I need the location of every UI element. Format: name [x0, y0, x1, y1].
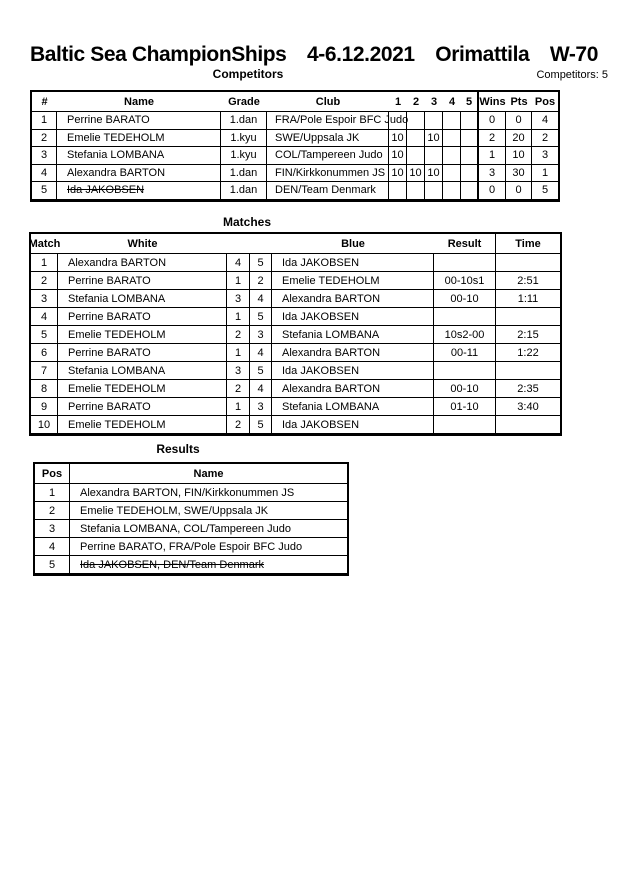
result-name: Ida JAKOBSEN, DEN/Team Denmark — [70, 556, 347, 574]
competitor-pts: 20 — [506, 130, 532, 148]
col-header-name: Name — [57, 92, 221, 112]
competitor-rank: 4 — [32, 165, 57, 183]
match-time: 3:40 — [496, 398, 560, 416]
result-name: Stefania LOMBANA, COL/Tampereen Judo — [70, 520, 347, 538]
blue-player-number: 4 — [250, 344, 272, 362]
title-category: W-70 — [549, 43, 598, 66]
score-round-1: 10 — [389, 130, 407, 148]
competitors-section-title: Competitors — [212, 67, 284, 81]
score-round-3 — [425, 147, 443, 165]
white-player: Alexandra BARTON — [58, 254, 227, 272]
blue-player: Ida JAKOBSEN — [272, 308, 434, 326]
score-round-3: 10 — [425, 165, 443, 183]
match-time — [496, 308, 560, 326]
match-result: 01-10 — [434, 398, 496, 416]
white-player-number: 1 — [227, 398, 250, 416]
results-section-title: Results — [156, 442, 200, 456]
blue-player: Stefania LOMBANA — [272, 326, 434, 344]
competitor-wins: 0 — [479, 112, 506, 130]
result-pos: 5 — [35, 556, 70, 574]
match-result: 00-11 — [434, 344, 496, 362]
competitor-grade: 1.dan — [221, 112, 267, 130]
match-number: 6 — [31, 344, 58, 362]
blue-player-number: 5 — [250, 362, 272, 380]
competitor-rank: 3 — [32, 147, 57, 165]
col-header-1: 1 — [389, 92, 407, 112]
blue-player-number: 2 — [250, 272, 272, 290]
result-pos: 2 — [35, 502, 70, 520]
white-player-number: 1 — [227, 272, 250, 290]
matches-section-title: Matches — [222, 215, 272, 229]
competitor-name: Stefania LOMBANA — [57, 147, 221, 165]
col-header-4: 4 — [443, 92, 461, 112]
results-table — [33, 462, 349, 576]
match-number: 3 — [31, 290, 58, 308]
competitor-pts: 30 — [506, 165, 532, 183]
score-round-1: 10 — [389, 165, 407, 183]
white-player: Perrine BARATO — [58, 308, 227, 326]
match-result: 00-10 — [434, 290, 496, 308]
match-number: 8 — [31, 380, 58, 398]
blue-player: Emelie TEDEHOLM — [272, 272, 434, 290]
col-header-rank: # — [32, 92, 57, 112]
score-round-2 — [407, 147, 425, 165]
blue-player: Ida JAKOBSEN — [272, 254, 434, 272]
blue-player-number: 3 — [250, 398, 272, 416]
score-round-5 — [461, 130, 479, 148]
score-round-4 — [443, 147, 461, 165]
white-player: Perrine BARATO — [58, 344, 227, 362]
col-header-club: Club — [267, 92, 389, 112]
score-round-5 — [461, 147, 479, 165]
match-result — [434, 362, 496, 380]
competitor-wins: 1 — [479, 147, 506, 165]
score-round-4 — [443, 130, 461, 148]
col-header-pts: Pts — [506, 92, 532, 112]
result-pos: 1 — [35, 484, 70, 502]
blue-player-number: 4 — [250, 290, 272, 308]
result-name: Perrine BARATO, FRA/Pole Espoir BFC Judo — [70, 538, 347, 556]
result-pos: 3 — [35, 520, 70, 538]
white-player: Perrine BARATO — [58, 398, 227, 416]
title-date: 4-6.12.2021 — [307, 43, 415, 66]
col-header-white-num — [227, 234, 250, 254]
match-result — [434, 254, 496, 272]
score-round-3 — [425, 112, 443, 130]
competitor-pts: 0 — [506, 112, 532, 130]
competitor-pos: 4 — [532, 112, 558, 130]
competitor-grade: 1.dan — [221, 165, 267, 183]
competitor-name: Alexandra BARTON — [57, 165, 221, 183]
competitor-name: Emelie TEDEHOLM — [57, 130, 221, 148]
score-round-4 — [443, 165, 461, 183]
white-player-number: 2 — [227, 380, 250, 398]
blue-player: Alexandra BARTON — [272, 290, 434, 308]
score-round-1 — [389, 182, 407, 200]
white-player-number: 1 — [227, 344, 250, 362]
score-round-5 — [461, 112, 479, 130]
competitor-name: Ida JAKOBSEN — [57, 182, 221, 200]
col-header-white: White — [58, 234, 227, 254]
col-header-blue-num — [250, 234, 272, 254]
competitor-wins: 3 — [479, 165, 506, 183]
result-name: Alexandra BARTON, FIN/Kirkkonummen JS — [70, 484, 347, 502]
score-round-5 — [461, 182, 479, 200]
competitor-pts: 10 — [506, 147, 532, 165]
score-round-2 — [407, 130, 425, 148]
match-number: 10 — [31, 416, 58, 434]
col-header-5: 5 — [461, 92, 479, 112]
match-time: 2:35 — [496, 380, 560, 398]
competitor-pos: 1 — [532, 165, 558, 183]
match-time: 1:22 — [496, 344, 560, 362]
competitor-club: FIN/Kirkkonummen JS — [267, 165, 389, 183]
match-time — [496, 362, 560, 380]
white-player-number: 2 — [227, 416, 250, 434]
score-round-5 — [461, 165, 479, 183]
blue-player: Ida JAKOBSEN — [272, 362, 434, 380]
match-result: 00-10s1 — [434, 272, 496, 290]
competitor-rank: 1 — [32, 112, 57, 130]
page-title — [30, 43, 598, 67]
col-header-3: 3 — [425, 92, 443, 112]
match-result: 00-10 — [434, 380, 496, 398]
competitor-pos: 2 — [532, 130, 558, 148]
col-header-name: Name — [70, 464, 347, 484]
match-result — [434, 416, 496, 434]
match-number: 5 — [31, 326, 58, 344]
match-time: 1:11 — [496, 290, 560, 308]
competitor-grade: 1.dan — [221, 182, 267, 200]
competitor-rank: 2 — [32, 130, 57, 148]
col-header-result: Result — [434, 234, 496, 254]
title-location: Orimattila — [435, 43, 530, 66]
competitor-pos: 5 — [532, 182, 558, 200]
blue-player: Alexandra BARTON — [272, 344, 434, 362]
competitor-pos: 3 — [532, 147, 558, 165]
match-number: 1 — [31, 254, 58, 272]
competitor-club: DEN/Team Denmark — [267, 182, 389, 200]
match-number: 2 — [31, 272, 58, 290]
blue-player: Stefania LOMBANA — [272, 398, 434, 416]
score-round-2: 10 — [407, 165, 425, 183]
white-player-number: 4 — [227, 254, 250, 272]
match-number: 9 — [31, 398, 58, 416]
match-number: 7 — [31, 362, 58, 380]
col-header-pos: Pos — [35, 464, 70, 484]
match-time — [496, 254, 560, 272]
score-round-4 — [443, 182, 461, 200]
white-player: Emelie TEDEHOLM — [58, 380, 227, 398]
match-number: 4 — [31, 308, 58, 326]
blue-player-number: 5 — [250, 308, 272, 326]
col-header-time: Time — [496, 234, 560, 254]
white-player-number: 1 — [227, 308, 250, 326]
col-header-blue: Blue — [272, 234, 434, 254]
result-pos: 4 — [35, 538, 70, 556]
blue-player: Ida JAKOBSEN — [272, 416, 434, 434]
match-result: 10s2-00 — [434, 326, 496, 344]
competitor-wins: 2 — [479, 130, 506, 148]
blue-player-number: 5 — [250, 254, 272, 272]
title-event: Baltic Sea ChampionShips — [30, 43, 287, 66]
competitor-grade: 1.kyu — [221, 130, 267, 148]
white-player: Emelie TEDEHOLM — [58, 416, 227, 434]
match-time: 2:51 — [496, 272, 560, 290]
score-round-3 — [425, 182, 443, 200]
blue-player-number: 3 — [250, 326, 272, 344]
score-round-2 — [407, 182, 425, 200]
white-player-number: 2 — [227, 326, 250, 344]
score-round-2 — [407, 112, 425, 130]
match-result — [434, 308, 496, 326]
match-time: 2:15 — [496, 326, 560, 344]
col-header-match: Match — [31, 234, 58, 254]
blue-player-number: 4 — [250, 380, 272, 398]
score-round-3: 10 — [425, 130, 443, 148]
competitor-grade: 1.kyu — [221, 147, 267, 165]
white-player: Stefania LOMBANA — [58, 290, 227, 308]
white-player-number: 3 — [227, 362, 250, 380]
score-round-4 — [443, 112, 461, 130]
competitor-pts: 0 — [506, 182, 532, 200]
col-header-2: 2 — [407, 92, 425, 112]
competitor-wins: 0 — [479, 182, 506, 200]
col-header-wins: Wins — [479, 92, 506, 112]
competitor-name: Perrine BARATO — [57, 112, 221, 130]
competitor-club: SWE/Uppsala JK — [267, 130, 389, 148]
white-player: Perrine BARATO — [58, 272, 227, 290]
blue-player: Alexandra BARTON — [272, 380, 434, 398]
competitor-rank: 5 — [32, 182, 57, 200]
white-player: Stefania LOMBANA — [58, 362, 227, 380]
match-time — [496, 416, 560, 434]
competitors-table — [30, 90, 560, 202]
col-header-pos: Pos — [532, 92, 558, 112]
competitors-count: Competitors: 5 — [536, 69, 608, 81]
competitor-club: COL/Tampereen Judo — [267, 147, 389, 165]
white-player-number: 3 — [227, 290, 250, 308]
white-player: Emelie TEDEHOLM — [58, 326, 227, 344]
col-header-grade: Grade — [221, 92, 267, 112]
result-name: Emelie TEDEHOLM, SWE/Uppsala JK — [70, 502, 347, 520]
blue-player-number: 5 — [250, 416, 272, 434]
competitor-club: FRA/Pole Espoir BFC Judo — [267, 112, 389, 130]
score-round-1: 10 — [389, 147, 407, 165]
matches-table — [29, 232, 562, 436]
